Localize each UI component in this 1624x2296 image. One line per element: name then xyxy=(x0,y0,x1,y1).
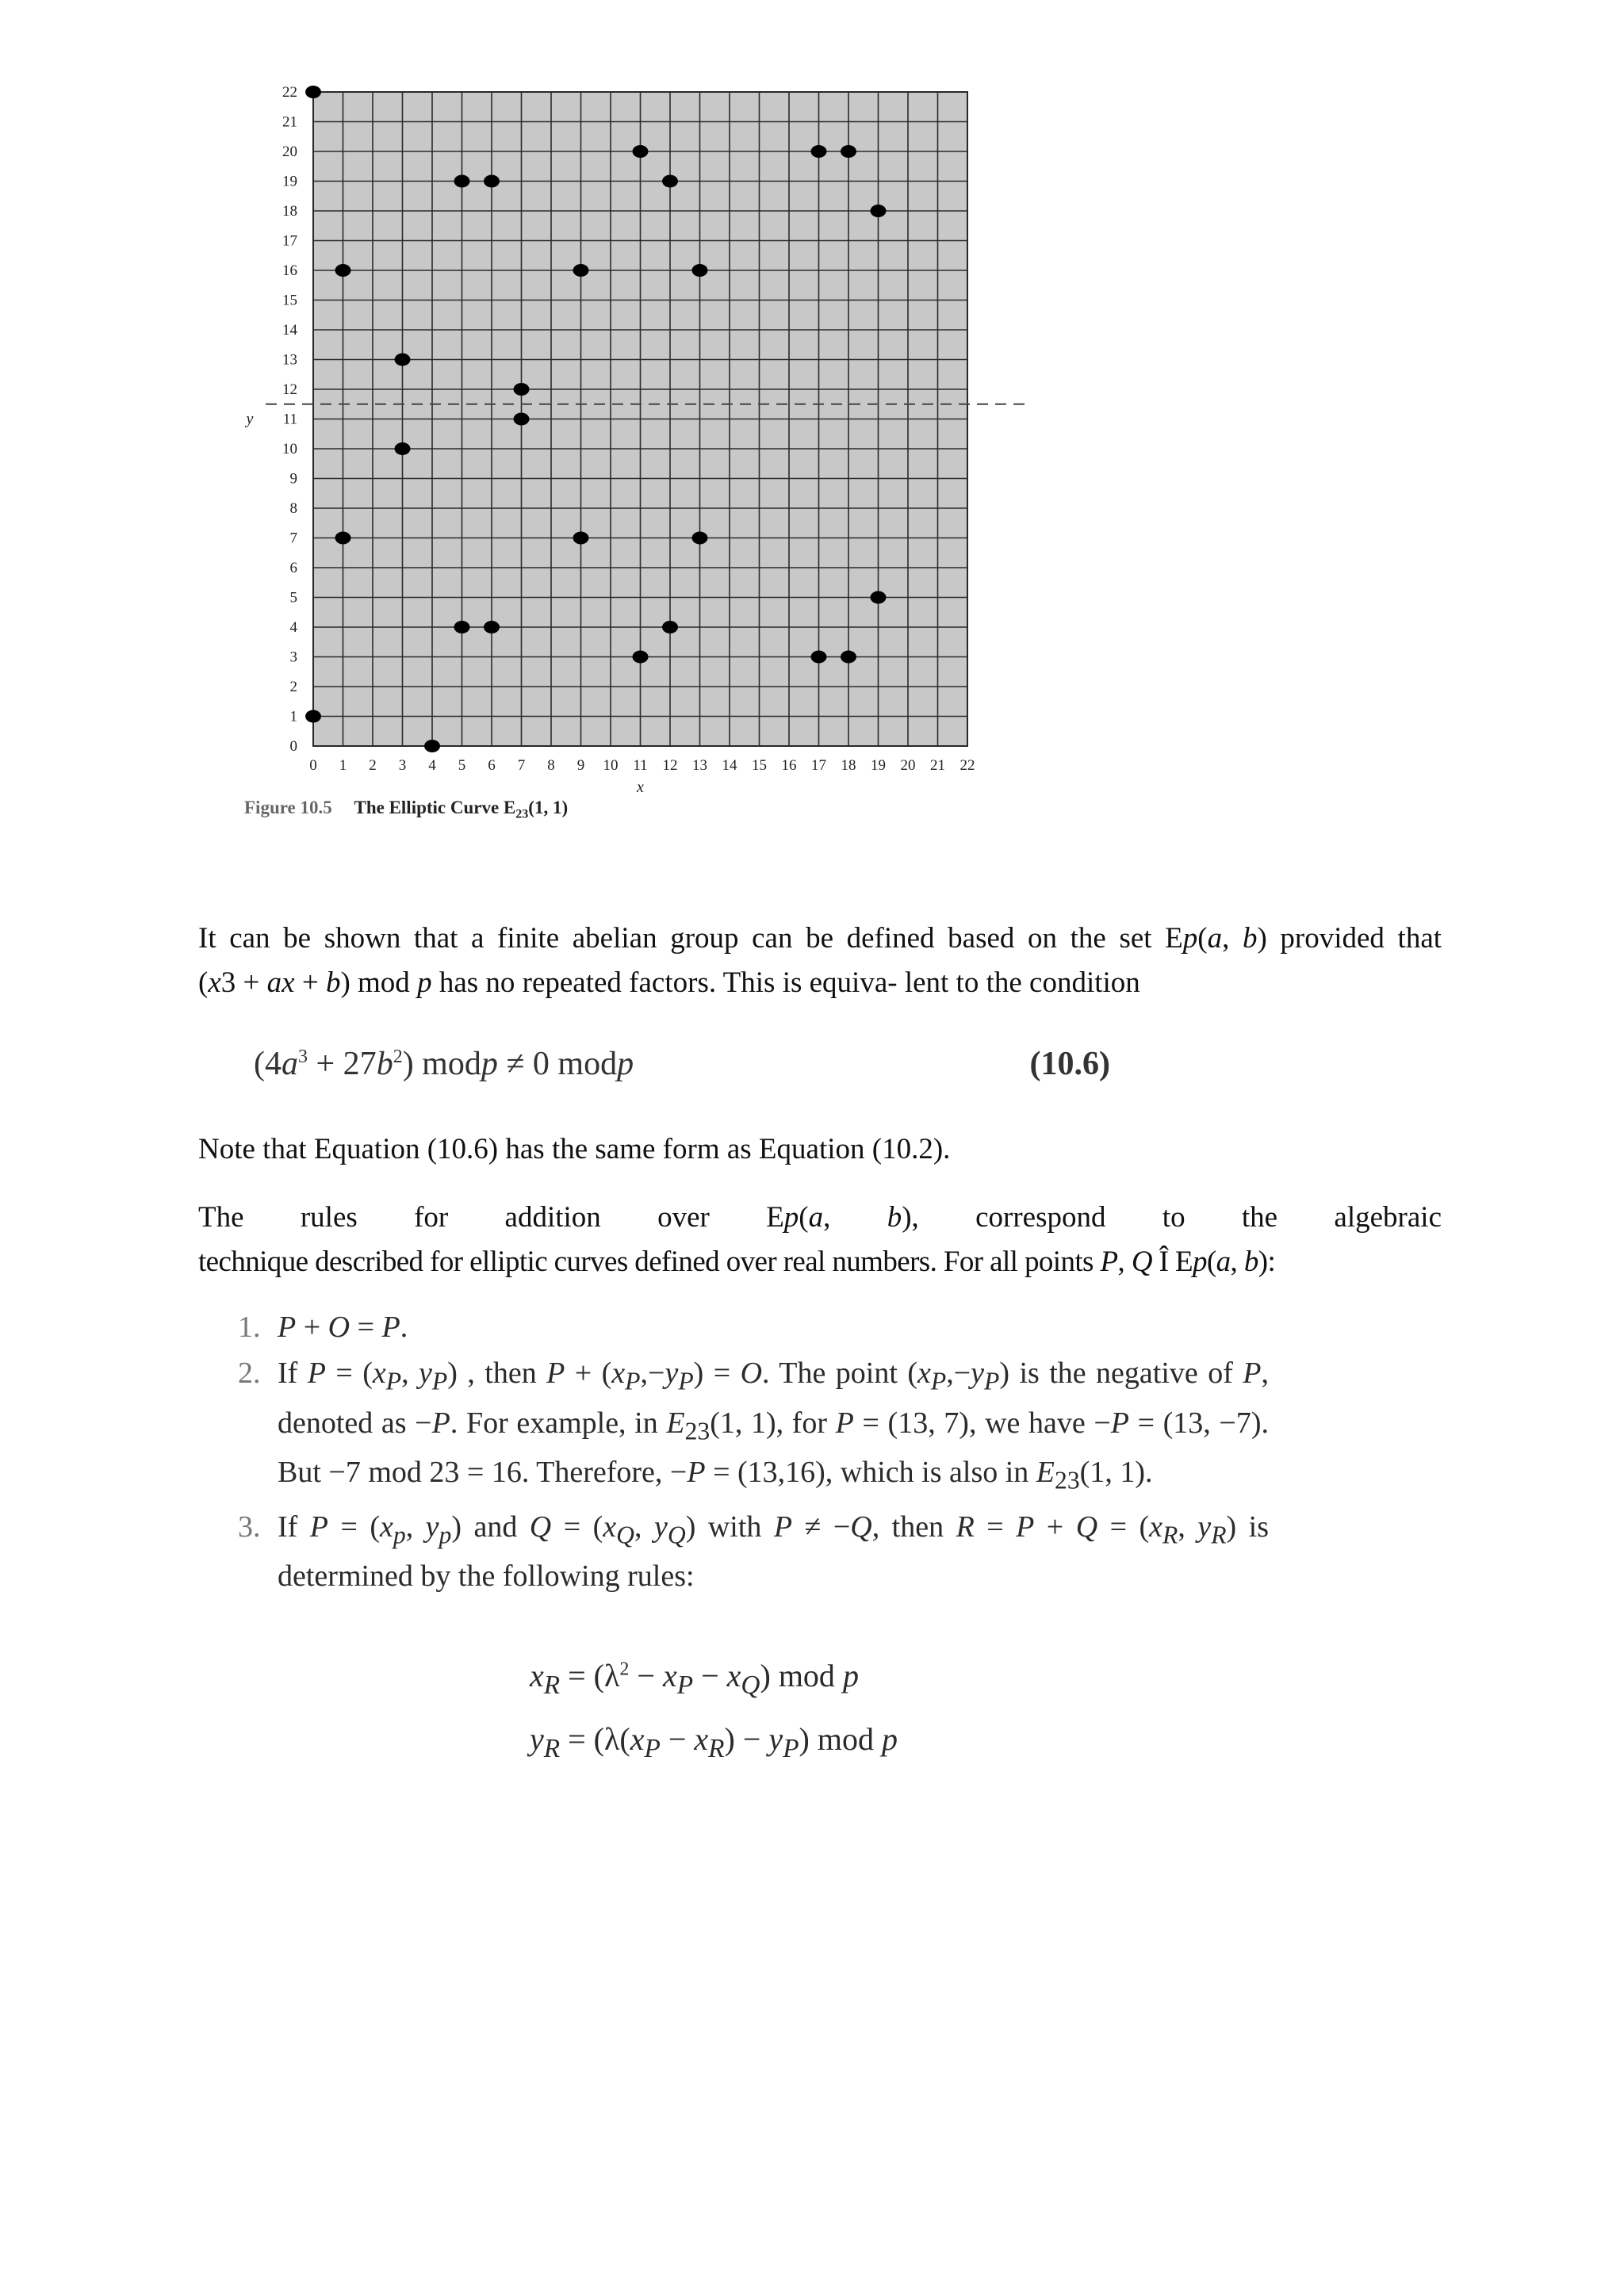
x-tick-label: 21 xyxy=(930,757,945,774)
chart-grid xyxy=(266,92,1031,746)
data-point xyxy=(811,651,827,664)
y-tick-label: 20 xyxy=(282,144,297,160)
data-point xyxy=(662,175,678,188)
formula-xr: $x_R = (\lambda^2 - x_P - x_Q)$ mod p xyxy=(530,1658,859,1700)
y-tick-label: 18 xyxy=(282,203,297,220)
x-tick-label: 17 xyxy=(811,757,826,774)
x-tick-label: 18 xyxy=(841,757,856,774)
rule-number: 3. xyxy=(238,1510,261,1544)
y-tick-label: 6 xyxy=(289,560,297,576)
data-point xyxy=(395,442,411,455)
x-tick-label: 4 xyxy=(428,757,436,774)
figure-title: The Elliptic Curve $E_{23}(1$, 1) xyxy=(354,798,569,821)
x-tick-label: 20 xyxy=(900,757,916,774)
x-tick-label: 13 xyxy=(692,757,707,774)
data-point xyxy=(573,264,589,277)
y-tick-label: 5 xyxy=(289,589,297,607)
equation-text: $(4a^3 + 27b^2)$ modp ≠ 0 modp xyxy=(254,1046,634,1082)
data-point xyxy=(305,86,321,98)
x-tick-label: 16 xyxy=(781,757,797,774)
data-point xyxy=(514,413,530,426)
data-point xyxy=(514,383,530,396)
data-point xyxy=(662,621,678,633)
data-point xyxy=(841,145,856,158)
paragraph-1-line-2: (x3 + ax + b) mod p has no repeated factors. This is equiva- lent to the condition xyxy=(198,966,1140,999)
addition-rules-list xyxy=(238,1307,1269,1601)
y-tick-label: 7 xyxy=(289,530,297,547)
x-tick-label: 2 xyxy=(369,757,377,774)
figure-caption xyxy=(244,798,568,822)
x-tick-label: 10 xyxy=(603,757,619,774)
elliptic-curve-chart xyxy=(222,84,1063,796)
rule-text: P + O = P. xyxy=(278,1311,408,1344)
paragraph-3-line-2: technique described for elliptic curves defined over real numbers. For all points P, Q Î Ep(a, b): xyxy=(198,1246,1276,1278)
rule-3 xyxy=(238,1506,1269,1598)
x-tick-label: 9 xyxy=(576,757,585,774)
data-point xyxy=(335,532,351,545)
x-tick-label: 6 xyxy=(488,757,496,774)
data-point xyxy=(454,175,470,188)
figure-label: Figure 10.5 xyxy=(244,798,332,817)
data-point xyxy=(335,264,351,277)
y-tick-label: 14 xyxy=(282,322,297,339)
paragraph-1-line-1: It can be shown that a finite abelian group can be defined based on the set Ep(a, b) provided that xyxy=(198,922,1442,955)
y-axis-label: y xyxy=(246,410,254,428)
x-tick-label: 8 xyxy=(547,757,555,774)
rule-2 xyxy=(238,1353,1269,1502)
data-point xyxy=(633,651,649,664)
x-tick-label: 1 xyxy=(339,757,347,774)
x-tick-label: 7 xyxy=(517,757,526,774)
equation-10-6 xyxy=(254,1045,1110,1083)
data-point xyxy=(424,740,440,752)
y-tick-label: 13 xyxy=(282,351,297,369)
y-tick-label: 4 xyxy=(289,619,297,636)
x-tick-label: 19 xyxy=(871,757,886,774)
data-point xyxy=(484,621,500,633)
x-tick-label: 5 xyxy=(458,757,466,774)
data-point xyxy=(305,710,321,723)
x-tick-label: 3 xyxy=(398,757,407,774)
x-tick-label: 11 xyxy=(633,757,648,774)
data-point xyxy=(811,145,827,158)
y-tick-label: 12 xyxy=(282,381,297,398)
y-tick-label: 21 xyxy=(282,113,297,131)
paragraph-2: Note that Equation (10.6) has the same form as Equation (10.2). xyxy=(198,1133,951,1165)
data-point xyxy=(395,354,411,366)
x-axis-label: x xyxy=(637,779,644,796)
data-point xyxy=(841,651,856,664)
x-tick-label: 14 xyxy=(722,757,737,774)
y-tick-label: 17 xyxy=(282,232,297,250)
y-tick-label: 16 xyxy=(282,262,297,279)
rule-number: 1. xyxy=(238,1311,261,1344)
data-point xyxy=(871,205,887,217)
data-point xyxy=(692,532,708,545)
data-point xyxy=(692,264,708,277)
data-point xyxy=(454,621,470,633)
rule-1 xyxy=(238,1307,1269,1348)
rule-text: If $P = (x_p$, $y_p$) and $Q = (x_Q$, $y_Q$) with P ≠ −Q, then $R = P + Q = (x_R$, $y_R$) is determined by the following rules: xyxy=(278,1510,1270,1594)
paragraph-3-line-1: The rules for addition over Ep(a, b), correspond to the algebraic xyxy=(198,1201,1442,1234)
y-tick-label: 19 xyxy=(282,173,297,190)
data-point xyxy=(871,591,887,604)
x-tick-label: 15 xyxy=(752,757,767,774)
y-tick-label: 15 xyxy=(282,292,297,309)
data-point xyxy=(484,175,500,188)
equation-number: (10.6) xyxy=(1029,1046,1110,1082)
y-tick-label: 2 xyxy=(289,679,297,695)
rule-text: If $P = (x_P$, $y_P$) , then $P + (x_P,-y_P) = O$. The point $(x_P,-y_P)$ is the negative of P, denoted as −P. For example, in $E_{23}(1$, 1), for P = (13, 7), we have −P = (13, −7). But −7 mod 23 = 16. Therefore, −P = (13,16), which is also in $E_{23}(1$, 1). xyxy=(278,1357,1270,1494)
data-point xyxy=(633,145,649,158)
data-point xyxy=(573,532,589,545)
rule-number: 2. xyxy=(238,1357,261,1390)
y-tick-label: 8 xyxy=(289,500,297,517)
y-tick-label: 3 xyxy=(289,649,297,666)
x-tick-label: 0 xyxy=(309,757,317,774)
formula-yr: $y_R = (\lambda(x_P - x_R) - y_P)$ mod p xyxy=(530,1721,898,1763)
x-tick-label: 22 xyxy=(959,757,975,774)
y-tick-label: 9 xyxy=(289,470,297,488)
y-tick-label: 11 xyxy=(282,411,297,428)
y-tick-label: 22 xyxy=(282,84,297,101)
y-tick-label: 0 xyxy=(289,738,297,755)
x-tick-label: 12 xyxy=(662,757,678,774)
y-tick-label: 1 xyxy=(289,708,297,725)
y-tick-label: 10 xyxy=(282,441,297,457)
